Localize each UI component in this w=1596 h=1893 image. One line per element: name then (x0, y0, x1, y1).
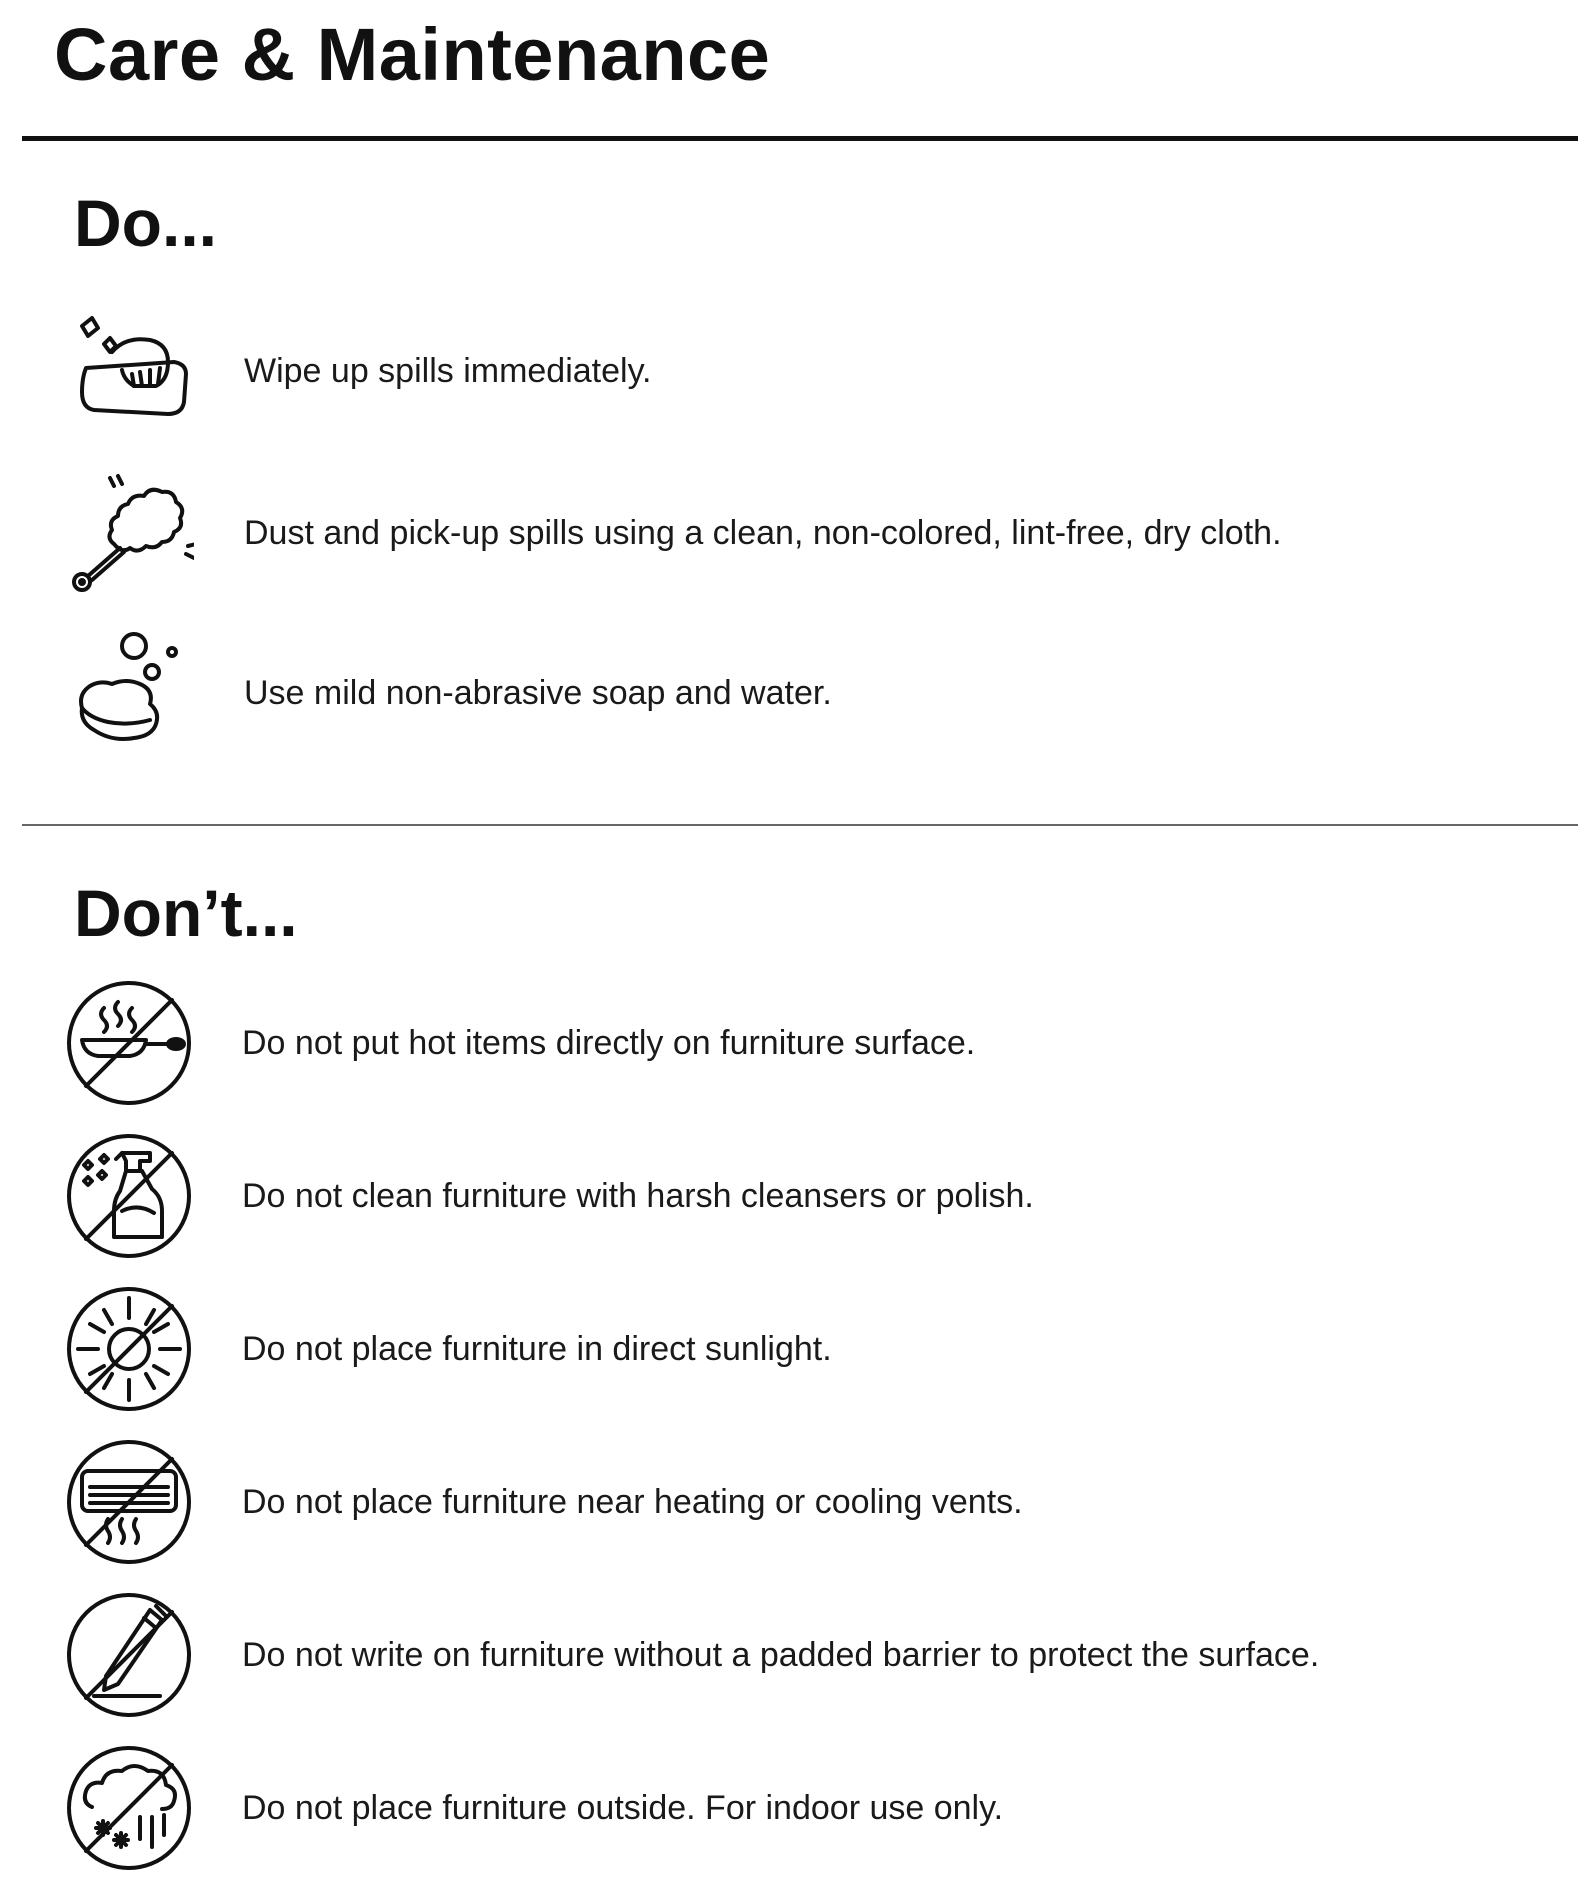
dont-item-text: Do not place furniture in direct sunlight. (242, 1329, 832, 1368)
no-hot-pan-icon (64, 978, 194, 1108)
page-title: Care & Maintenance (54, 13, 771, 96)
title-divider (22, 136, 1578, 141)
no-sunlight-icon (64, 1284, 194, 1414)
no-vent-icon (64, 1437, 194, 1567)
dont-item-text: Do not write on furniture without a padded barrier to protect the surface. (242, 1635, 1320, 1674)
section-divider (22, 824, 1578, 826)
no-outdoor-weather-icon (64, 1743, 194, 1873)
dont-heading: Don’t... (74, 876, 298, 950)
duster-icon (64, 468, 194, 598)
dont-item-text: Do not place furniture near heating or cooling vents. (242, 1482, 1023, 1521)
wipe-hand-icon (64, 306, 194, 436)
dont-item-text: Do not clean furniture with harsh cleansers or polish. (242, 1176, 1034, 1215)
do-item-text: Dust and pick-up spills using a clean, non-colored, lint-free, dry cloth. (244, 513, 1282, 552)
do-item-text: Use mild non-abrasive soap and water. (244, 673, 832, 712)
dont-item-text: Do not place furniture outside. For indoor use only. (242, 1788, 1004, 1827)
do-heading: Do... (74, 186, 217, 260)
dont-item-text: Do not put hot items directly on furniture surface. (242, 1023, 976, 1062)
do-item-text: Wipe up spills immediately. (244, 351, 652, 390)
no-spray-cleaner-icon (64, 1131, 194, 1261)
soap-bubbles-icon (64, 628, 194, 758)
no-pen-icon (64, 1590, 194, 1720)
